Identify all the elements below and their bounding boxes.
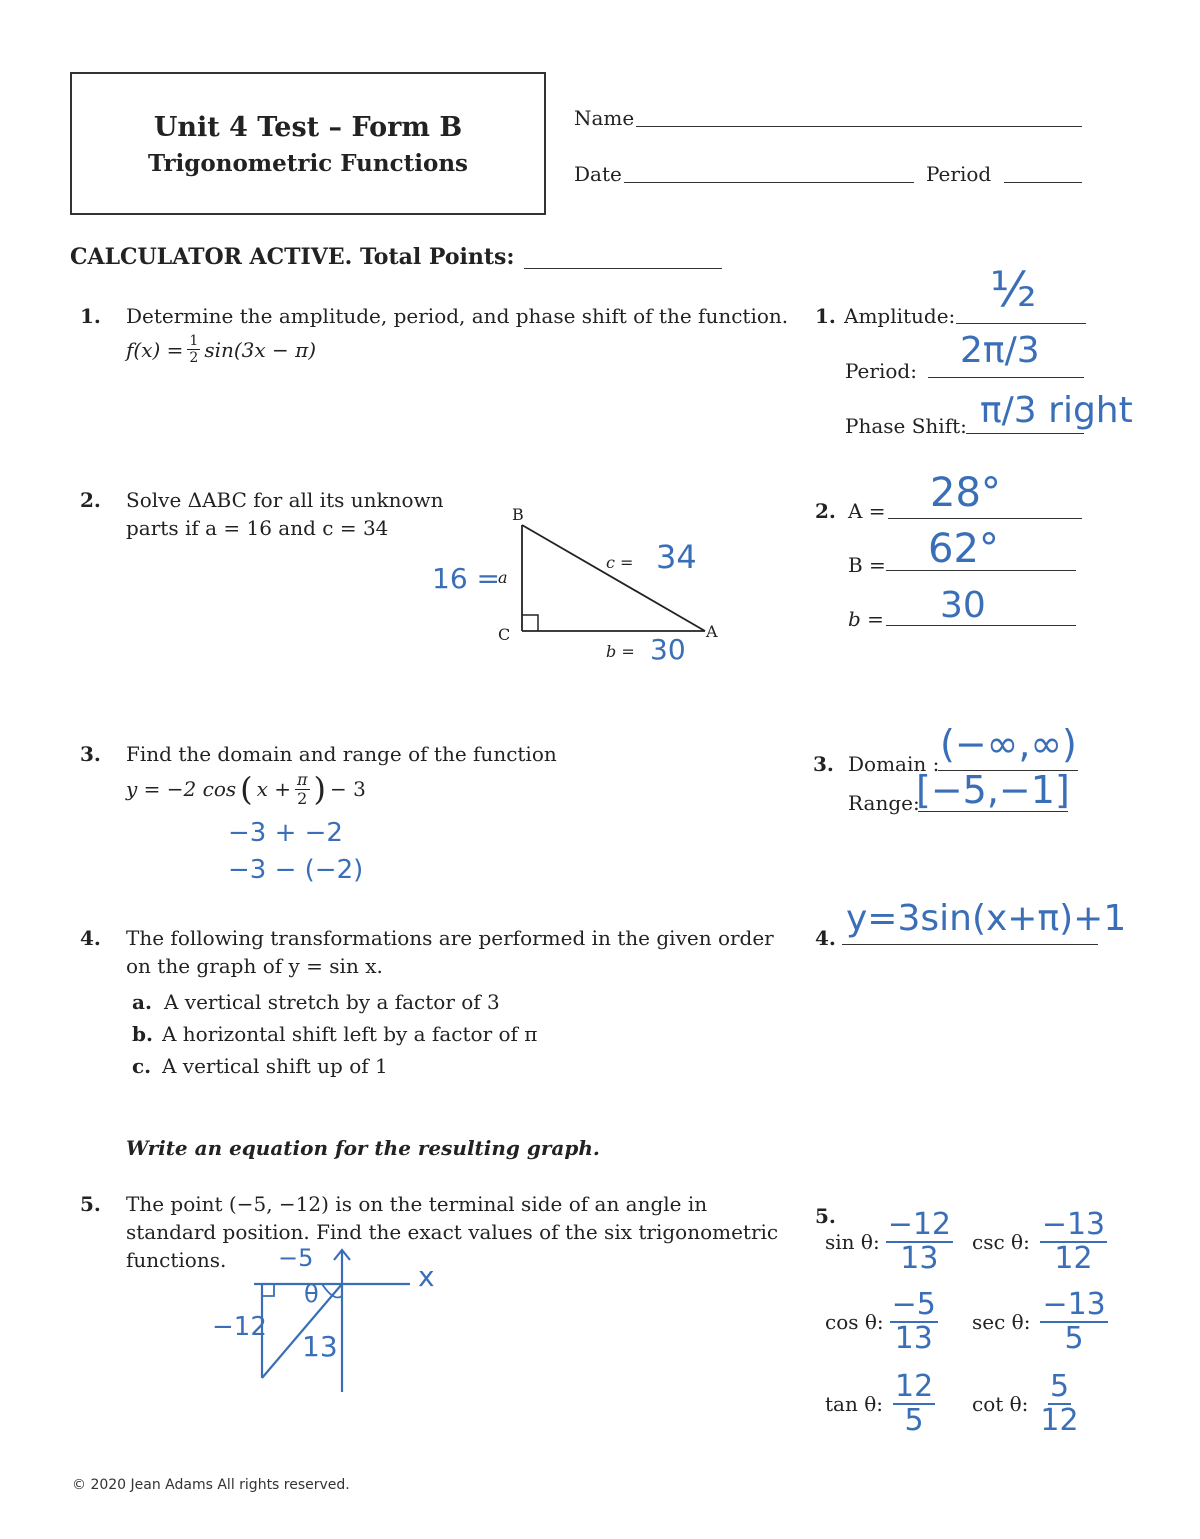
cot-numerator: 5 — [1049, 1369, 1070, 1404]
date-label: Date — [574, 162, 622, 186]
angle-b-answer: 62° — [928, 526, 999, 572]
q4-item-b-text: A horizontal shift left by a factor of π — [162, 1022, 538, 1046]
csc-fraction — [1040, 1207, 1107, 1276]
q1-function-left: f(x) = — [126, 337, 184, 362]
sec-denominator: 5 — [1064, 1321, 1084, 1356]
a2-number: 2. — [815, 499, 836, 523]
q1-function-right: sin(3x − π) — [204, 337, 317, 362]
q1-function — [126, 334, 316, 365]
angle-a-field[interactable] — [888, 518, 1082, 519]
q1-number: 1. — [80, 304, 101, 328]
a4-number: 4. — [815, 926, 836, 950]
q3-function-fraction — [295, 769, 310, 808]
q4-item-a-text: A vertical stretch by a factor of 3 — [164, 990, 500, 1014]
csc-numerator: −13 — [1041, 1207, 1106, 1242]
phase-shift-label: Phase Shift: — [845, 414, 967, 438]
name-field[interactable] — [636, 126, 1082, 127]
q5-text-line2: standard position. Find the exact values of the six trigonometric — [126, 1220, 779, 1244]
angle-a-label: A = — [848, 499, 886, 523]
q2-text-line2: parts if a = 16 and c = 34 — [126, 516, 389, 540]
side-b-value: 30 — [650, 633, 686, 666]
q4-item-b-label: b. — [132, 1022, 153, 1046]
q2-number: 2. — [80, 488, 101, 512]
csc-denominator: 12 — [1054, 1241, 1093, 1276]
tan-fraction — [893, 1369, 935, 1438]
q3-paren-open: ( — [240, 770, 253, 808]
sin-fraction — [886, 1207, 953, 1276]
cot-fraction — [1038, 1369, 1080, 1438]
q4-number: 4. — [80, 926, 101, 950]
q3-work-line1: −3 + −2 — [228, 818, 343, 848]
side-a-value: 16 = — [432, 562, 500, 595]
q4-text-line2: on the graph of y = sin x. — [126, 954, 383, 978]
a3-number: 3. — [813, 752, 834, 776]
q4-item-c-text: A vertical shift up of 1 — [162, 1054, 388, 1078]
sin-denominator: 13 — [900, 1241, 939, 1276]
sec-answer-row — [972, 1287, 1108, 1356]
cot-denominator: 12 — [1040, 1403, 1079, 1438]
title-box — [70, 72, 546, 215]
period-answer: 2π/3 — [960, 330, 1040, 371]
tan-label: tan θ: — [825, 1392, 883, 1416]
range-answer: [−5,−1] — [916, 768, 1070, 812]
q3-function — [126, 770, 366, 808]
cos-fraction — [890, 1287, 938, 1356]
calculator-active-heading: CALCULATOR ACTIVE. Total Points: — [70, 244, 515, 270]
vertex-b-label: B — [512, 505, 524, 524]
period-label: Period — [926, 162, 992, 186]
q3-function-mid: x + — [256, 777, 292, 801]
sin-label: sin θ: — [825, 1230, 880, 1254]
period-answer-label: Period: — [845, 359, 917, 383]
a1-number: 1. — [815, 304, 836, 328]
tan-answer-row — [825, 1369, 935, 1438]
cos-answer-row — [825, 1287, 938, 1356]
amplitude-label: Amplitude: — [844, 304, 956, 328]
date-field[interactable] — [624, 182, 914, 183]
angle-a-answer: 28° — [930, 470, 1001, 516]
csc-answer-row — [972, 1207, 1107, 1276]
q3-fraction-den: 2 — [297, 788, 308, 808]
cos-label: cos θ: — [825, 1310, 884, 1334]
sketch-x-axis-label: x — [418, 1260, 435, 1293]
vertex-c-label: C — [498, 625, 511, 644]
tan-numerator: 12 — [894, 1369, 934, 1404]
range-label: Range: — [848, 791, 920, 815]
q1-fraction-num: 1 — [189, 333, 199, 349]
phase-shift-field[interactable] — [966, 433, 1084, 434]
side-b-label: b = — [606, 642, 635, 661]
amplitude-field[interactable] — [956, 323, 1086, 324]
copyright-footer: © 2020 Jean Adams All rights reserved. — [72, 1477, 350, 1493]
cot-answer-row — [972, 1369, 1081, 1438]
side-c-label: c = — [606, 553, 634, 572]
q4-instruction: Write an equation for the resulting graph. — [126, 1136, 600, 1160]
q4-answer: y=3sin(x+π)+1 — [846, 898, 1127, 939]
cos-numerator: −5 — [891, 1287, 936, 1322]
sin-answer-row — [825, 1207, 953, 1276]
q3-function-right: − 3 — [330, 777, 366, 801]
a5-number: 5. — [815, 1204, 836, 1228]
vertex-a-label: A — [706, 622, 718, 641]
q1-fraction-den: 2 — [189, 350, 199, 366]
sketch-y-coordinate: −12 — [212, 1312, 267, 1342]
q1-function-fraction — [187, 334, 200, 365]
angle-b-label: B = — [848, 553, 886, 577]
q3-paren-close: ) — [313, 770, 327, 808]
q4-text-line1: The following transformations are performed in the given order — [126, 926, 774, 950]
cos-denominator: 13 — [894, 1321, 933, 1356]
test-subtitle: Trigonometric Functions — [148, 150, 468, 177]
period-field[interactable] — [1004, 182, 1082, 183]
q5-text-line1: The point (−5, −12) is on the terminal side of an angle in — [126, 1192, 708, 1216]
q3-text: Find the domain and range of the function — [126, 742, 557, 766]
phase-shift-answer: π/3 right — [980, 390, 1133, 431]
total-points-field[interactable] — [524, 268, 722, 269]
cot-label: cot θ: — [972, 1392, 1029, 1416]
q3-number: 3. — [80, 742, 101, 766]
q4-item-c-label: c. — [132, 1054, 152, 1078]
q5-text-line3: functions. — [126, 1248, 227, 1272]
sketch-hypotenuse-label: 13 — [302, 1330, 338, 1363]
q3-function-left: y = −2 cos — [126, 777, 237, 801]
amplitude-answer: ½ — [990, 262, 1037, 318]
q1-text: Determine the amplitude, period, and phase shift of the function. — [126, 304, 789, 328]
sec-numerator: −13 — [1042, 1287, 1106, 1322]
side-c-value: 34 — [656, 538, 697, 576]
period-answer-field[interactable] — [928, 377, 1084, 378]
side-b-answer: 30 — [940, 585, 986, 626]
sin-numerator: −12 — [887, 1207, 951, 1242]
csc-label: csc θ: — [972, 1230, 1030, 1254]
q2-text-line1: Solve ΔABC for all its unknown — [126, 488, 444, 512]
q4-answer-field[interactable] — [842, 944, 1098, 945]
side-b-answer-label: b = — [848, 607, 884, 631]
q3-fraction-num: π — [297, 769, 308, 789]
q3-work-line2: −3 − (−2) — [228, 855, 364, 885]
side-a-label: a — [498, 568, 508, 587]
tan-denominator: 5 — [904, 1403, 924, 1438]
name-label: Name — [574, 106, 635, 130]
sec-fraction — [1040, 1287, 1107, 1356]
domain-answer: (−∞,∞) — [940, 722, 1077, 766]
sketch-theta-label: θ — [304, 1280, 319, 1308]
sec-label: sec θ: — [972, 1310, 1031, 1334]
q4-item-a-label: a. — [132, 990, 152, 1014]
sketch-x-coordinate: −5 — [278, 1244, 314, 1272]
q5-number: 5. — [80, 1192, 101, 1216]
domain-label: Domain : — [848, 752, 940, 776]
test-title: Unit 4 Test – Form B — [153, 112, 463, 143]
